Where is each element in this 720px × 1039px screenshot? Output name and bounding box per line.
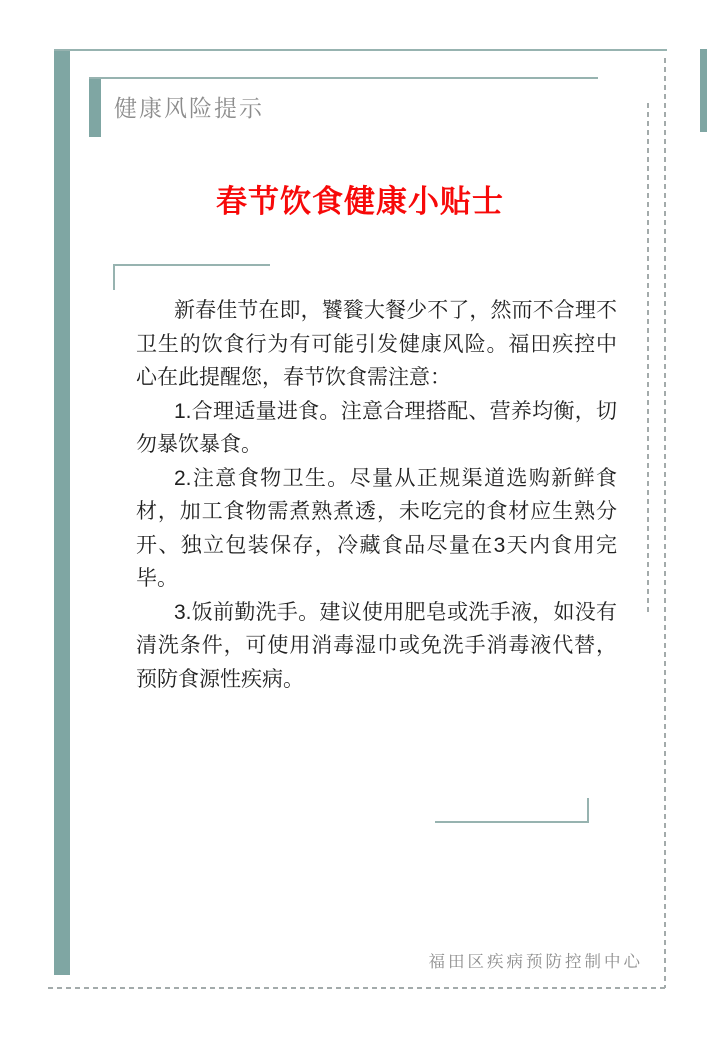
header-top-line [89, 77, 598, 79]
paragraph-tip-2: 2.注意食物卫生。尽量从正规渠道选购新鲜食材，加工食物需煮熟煮透，未吃完的食材应生熟分开、独立包装保存，冷藏食品尽量在3天内食用完毕。 [136, 466, 617, 590]
section-header-label: 健康风险提示 [114, 95, 264, 121]
document-title: 春节饮食健康小贴士 [216, 184, 504, 219]
footer-organization: 福田区疾病预防控制中心 [428, 953, 643, 971]
body-text [136, 294, 617, 696]
top-right-accent-bar [700, 49, 707, 132]
paragraph-tip-3: 3.饭前勤洗手。建议使用肥皂或洗手液，如没有清洗条件，可使用消毒湿巾或免洗手消毒液代替，预防食源性疾病。 [136, 600, 617, 691]
paragraph-tip-1: 1.合理适量进食。注意合理搭配、营养均衡，切勿暴饮暴食。 [136, 399, 617, 456]
header-accent-bar [89, 79, 101, 137]
paragraph-intro: 新春佳节在即，饕餮大餐少不了，然而不合理不卫生的饮食行为有可能引发健康风险。福田疾控中心在此提醒您，春节饮食需注意： [136, 299, 617, 389]
corner-bracket-bottom-right [435, 798, 589, 823]
dashed-border-bottom [48, 987, 666, 989]
corner-bracket-top-left [113, 264, 270, 290]
top-border-line [54, 49, 667, 51]
